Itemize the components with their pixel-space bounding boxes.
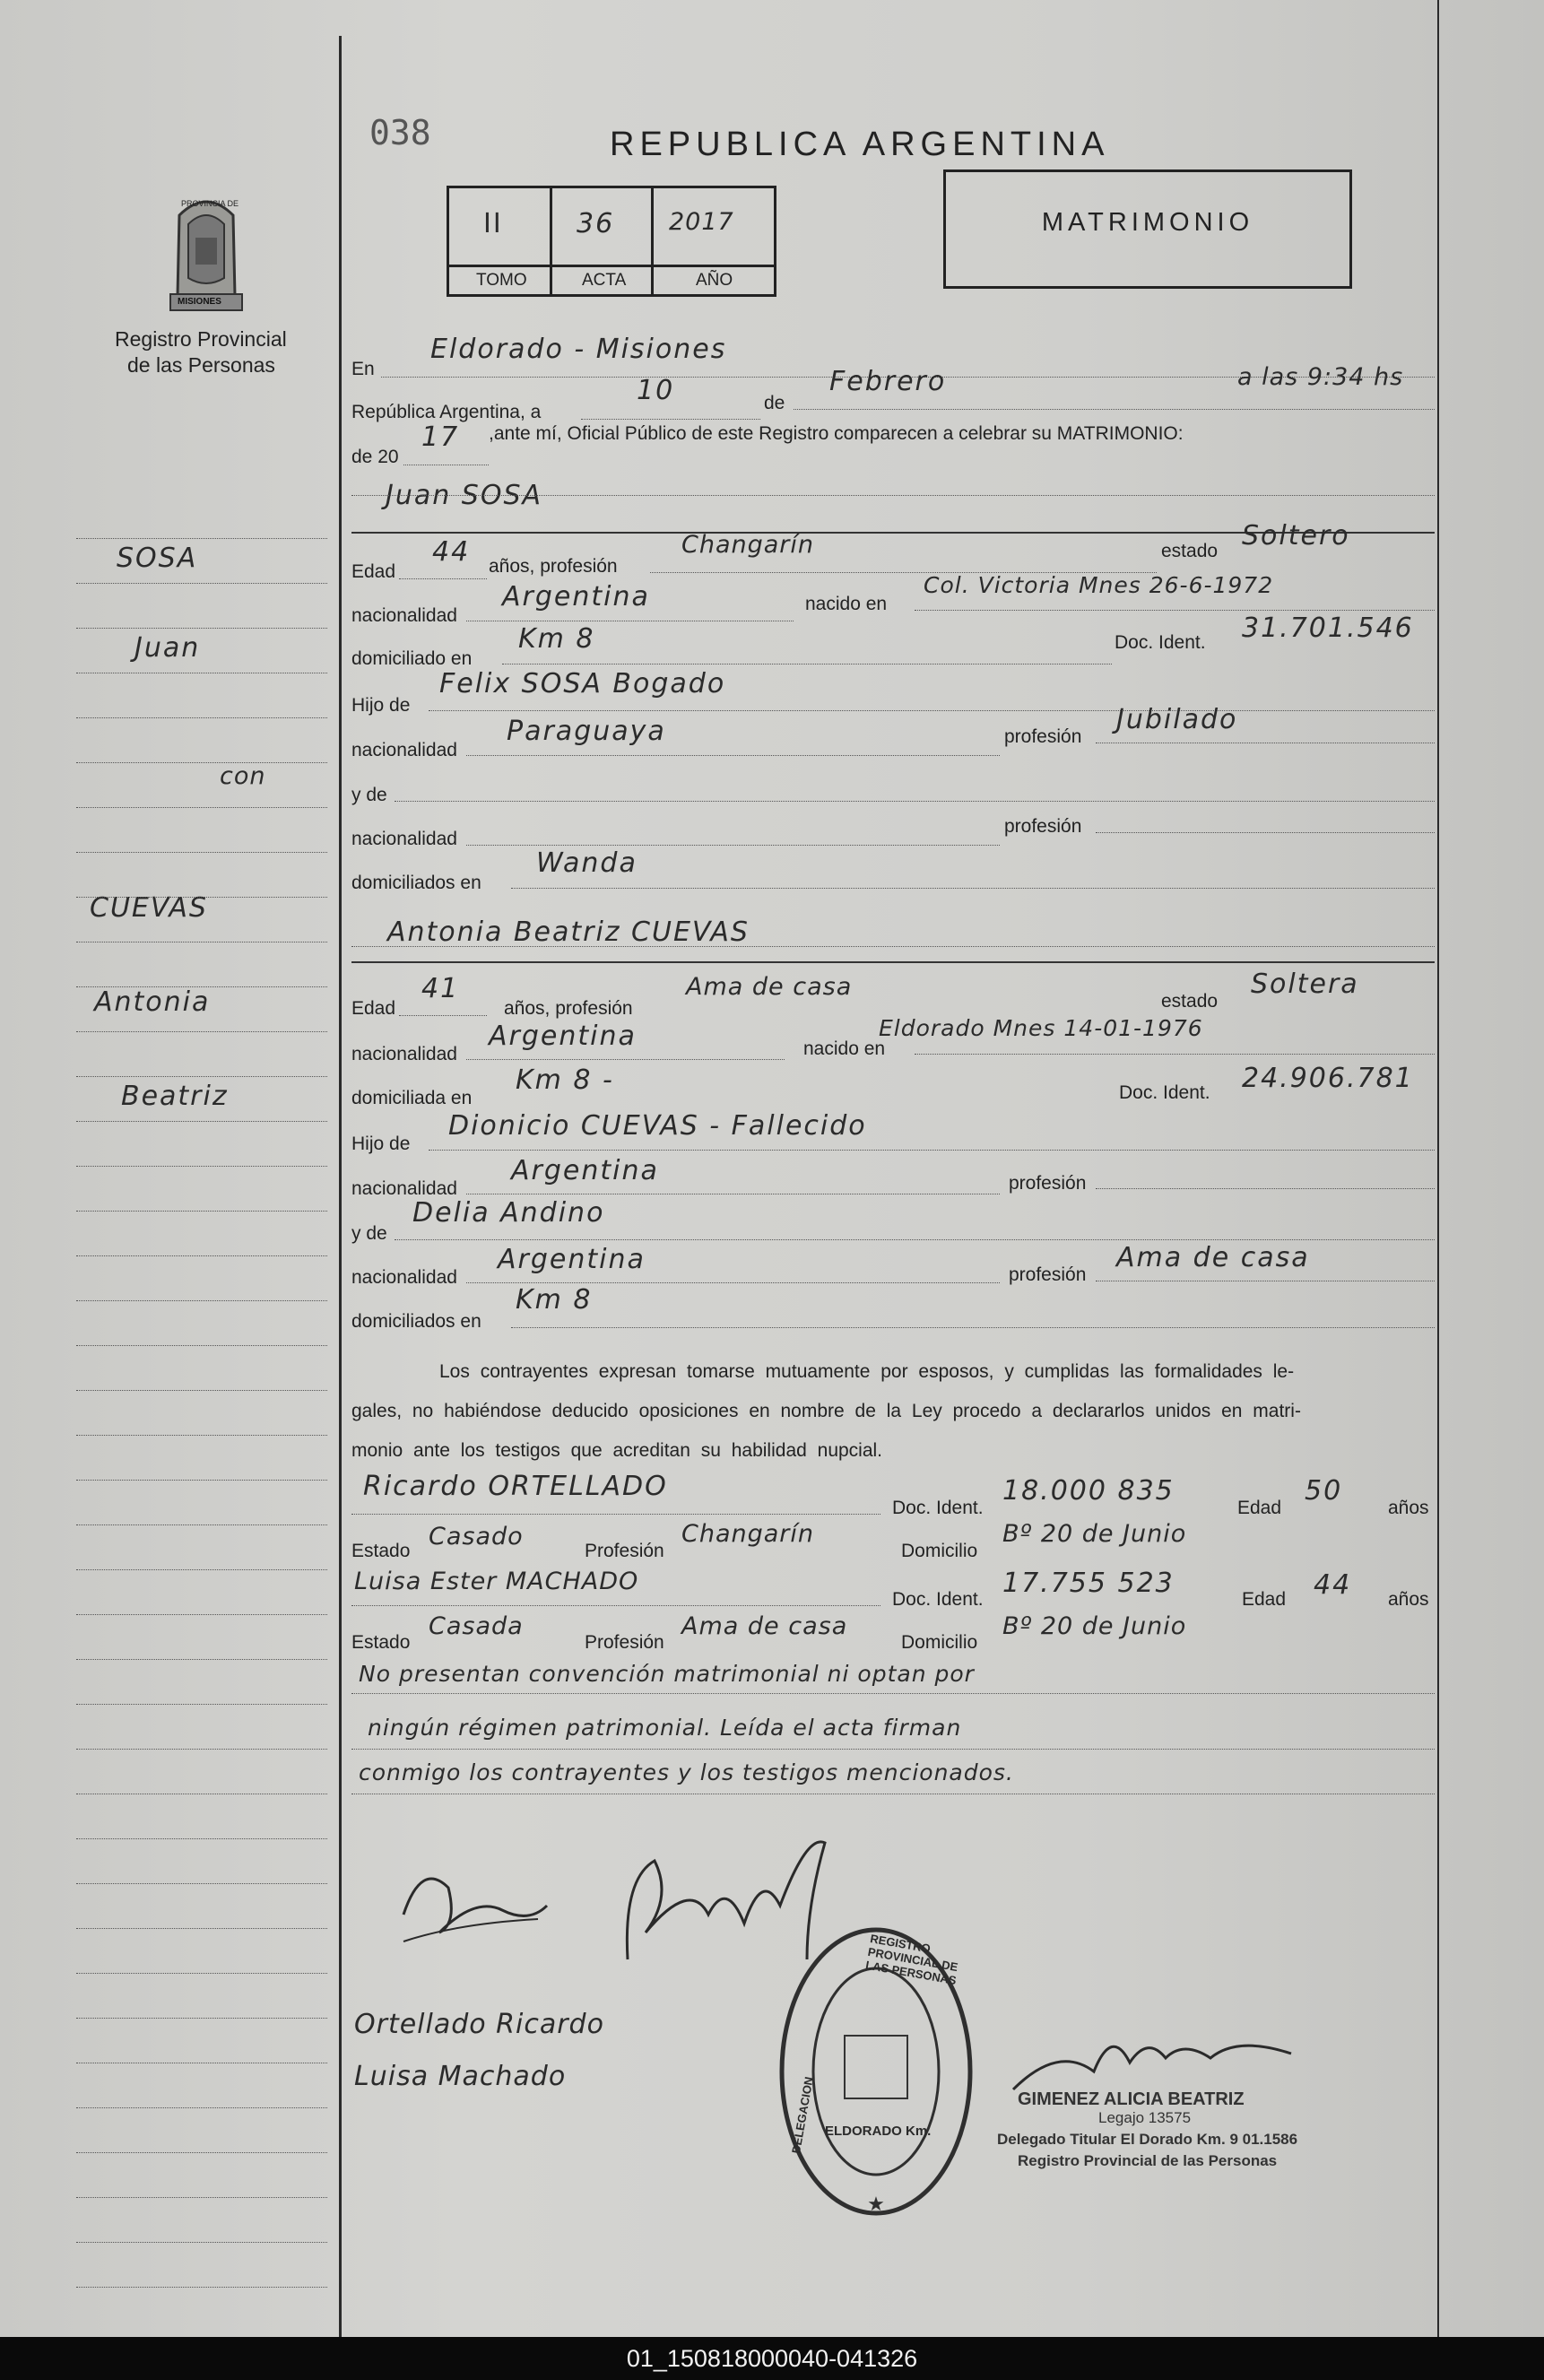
acta-value: 36 <box>577 208 615 239</box>
margin-ruled-line <box>76 2107 327 2108</box>
margin-ruled-line <box>76 1704 327 1705</box>
groom-nacido-label: nacido en <box>805 594 888 614</box>
margin-ruled-line <box>76 1255 327 1256</box>
margin-ruled-line <box>76 1300 327 1301</box>
bride-name: Antonia Beatriz CUEVAS <box>387 916 750 948</box>
margin-bride-surname: CUEVAS <box>90 892 208 924</box>
bride-anios-profesion-label: años, profesión <box>504 998 633 1019</box>
witness2-profesion-label: Profesión <box>585 1632 664 1653</box>
margin-connector: con <box>220 762 266 790</box>
margin-ruled-line <box>76 1345 327 1346</box>
margin-ruled-line <box>76 538 327 539</box>
intro-text: ,ante mí, Oficial Público de este Registro comparecen a celebrar su MATRIMONIO: <box>489 423 1184 444</box>
margin-ruled-line <box>76 2152 327 2153</box>
bride-estado-label: estado <box>1161 991 1219 1012</box>
seal-ring-left-text: DELEGACION <box>789 2075 816 2155</box>
republica-label: República Argentina, a <box>351 402 542 422</box>
witness2-age: 44 <box>1314 1569 1352 1601</box>
witness2-edad-label: Edad <box>1242 1589 1287 1610</box>
groom-birth: Col. Victoria Mnes 26-6-1972 <box>924 572 1274 598</box>
day-value: 10 <box>637 375 675 406</box>
bride-father-profesion-label: profesión <box>1009 1173 1087 1194</box>
year-label: de 20 <box>351 447 399 467</box>
document-id-footer: 01_150818000040-041326 <box>0 2337 1544 2380</box>
groom-domiciliado-label: domiciliado en <box>351 648 473 669</box>
witness1-domicile: Bº 20 de Junio <box>1002 1520 1187 1548</box>
bride-doc: 24.906.781 <box>1242 1063 1414 1094</box>
margin-ruled-line <box>76 628 327 629</box>
groom-age: 44 <box>432 536 471 568</box>
seal-ring-top-text: REGISTRO PROVINCIAL DE LAS PERSONAS <box>864 1932 959 1988</box>
record-type: MATRIMONIO <box>1041 208 1254 237</box>
margin-ruled-line <box>76 1524 327 1525</box>
margin-ruled-line <box>76 2287 327 2288</box>
place-value: Eldorado - Misiones <box>430 334 727 365</box>
witness1-profesion-label: Profesión <box>585 1541 664 1561</box>
bride-hijo-label: Hijo de <box>351 1134 411 1154</box>
bride-mother-nationality: Argentina <box>498 1244 646 1275</box>
margin-ruled-line <box>76 1166 327 1167</box>
country-title: REPUBLICA ARGENTINA <box>610 126 1110 163</box>
bride-mother-profession: Ama de casa <box>1116 1242 1310 1273</box>
groom-nationality: Argentina <box>502 581 650 612</box>
margin-ruled-line <box>76 1749 327 1750</box>
margin-ruled-line <box>76 583 327 584</box>
time-value: a las 9:34 hs <box>1237 363 1404 391</box>
groom-father-nationality: Paraguaya <box>507 716 666 747</box>
bride-domicile: Km 8 - <box>516 1064 614 1096</box>
official-title: Delegado Titular El Dorado Km. 9 01.1586 <box>997 2131 1298 2148</box>
anio-value: 2017 <box>669 208 734 236</box>
groom-domiciliados-label: domiciliados en <box>351 873 481 893</box>
groom-yde-label: y de <box>351 785 387 805</box>
declaration-line2: gales, no habiéndose deducido oposiciones en nombre de la Ley procedo a declararlos unidos en matri- <box>351 1401 1301 1421</box>
margin-ruled-line <box>76 1435 327 1436</box>
crest-bottom-text: MISIONES <box>178 297 221 307</box>
notes-line2: ningún régimen patrimonial. Leída el acta firman <box>368 1715 962 1741</box>
witness1-edad-label: Edad <box>1237 1498 1282 1518</box>
witness1-anios-label: años <box>1388 1498 1429 1518</box>
groom-father-profession: Jubilado <box>1116 704 1238 735</box>
margin-ruled-line <box>76 762 327 763</box>
groom-mother-profesion-label: profesión <box>1004 816 1082 837</box>
witness1-doc-label: Doc. Ident. <box>892 1498 984 1518</box>
bride-domiciliada-label: domiciliada en <box>351 1088 473 1108</box>
margin-ruled-line <box>76 807 327 808</box>
bride-birth: Eldorado Mnes 14-01-1976 <box>879 1015 1203 1041</box>
margin-groom-given: Juan <box>134 632 201 664</box>
declaration-line3: monio ante los testigos que acreditan su habilidad nupcial. <box>351 1440 883 1461</box>
margin-ruled-line <box>76 1076 327 1077</box>
margin-signature-1: Ortellado Ricardo <box>354 2009 604 2040</box>
record-type-box <box>943 169 1352 289</box>
bride-nacionalidad-label: nacionalidad <box>351 1044 457 1064</box>
en-label: En <box>351 359 375 379</box>
groom-anios-profesion-label: años, profesión <box>489 556 618 577</box>
bride-parents-domicile: Km 8 <box>516 1284 593 1316</box>
groom-father: Felix SOSA Bogado <box>439 668 726 699</box>
registry-name-line2: de las Personas <box>127 353 275 377</box>
de-label: de <box>764 393 785 413</box>
groom-domicile: Km 8 <box>518 623 595 655</box>
bride-nationality: Argentina <box>489 1021 637 1052</box>
margin-ruled-line <box>76 1390 327 1391</box>
groom-father-nacionalidad-label: nacionalidad <box>351 740 457 760</box>
margin-bride-given2: Beatriz <box>121 1081 229 1112</box>
bride-domiciliados-label: domiciliados en <box>351 1311 481 1332</box>
witness2-anios-label: años <box>1388 1589 1429 1610</box>
bride-nacido-label: nacido en <box>803 1038 886 1059</box>
groom-doc-label: Doc. Ident. <box>1115 632 1206 653</box>
bride-father: Dionicio CUEVAS - Fallecido <box>448 1110 867 1142</box>
groom-hijo-label: Hijo de <box>351 695 411 716</box>
groom-profession: Changarín <box>681 531 815 559</box>
notes-line3: conmigo los contrayentes y los testigos mencionados. <box>359 1759 1014 1785</box>
reference-box <box>447 186 776 297</box>
right-border-line <box>1437 0 1439 2337</box>
margin-ruled-line <box>76 1211 327 1212</box>
groom-father-profesion-label: profesión <box>1004 726 1082 747</box>
official-seal-stamp <box>773 1919 979 2224</box>
groom-name: Juan SOSA <box>386 480 543 511</box>
bride-civil-status: Soltera <box>1251 969 1359 1000</box>
margin-ruled-line <box>76 1121 327 1122</box>
witness1-estado-label: Estado <box>351 1541 411 1561</box>
seal-inner-text: ELDORADO Km. <box>825 2124 932 2139</box>
provincial-crest-icon <box>152 188 260 323</box>
witness1-doc: 18.000 835 <box>1002 1475 1175 1507</box>
margin-ruled-line <box>76 2018 327 2019</box>
margin-ruled-line <box>76 852 327 853</box>
witness2-doc-label: Doc. Ident. <box>892 1589 984 1610</box>
margin-ruled-line <box>76 897 327 898</box>
month-value: Febrero <box>829 366 947 397</box>
margin-ruled-line <box>76 1480 327 1481</box>
margin-divider-line <box>339 36 342 2337</box>
margin-ruled-line <box>76 1838 327 1839</box>
groom-mother-nacionalidad-label: nacionalidad <box>351 829 457 849</box>
groom-civil-status: Soltero <box>1242 520 1350 552</box>
groom-estado-label: estado <box>1161 541 1219 561</box>
official-legajo: Legajo 13575 <box>1098 2109 1192 2126</box>
tomo-label: TOMO <box>476 271 527 290</box>
bride-mother-profesion-label: profesión <box>1009 1264 1087 1285</box>
groom-nacionalidad-label: nacionalidad <box>351 605 457 626</box>
registry-name-line1: Registro Provincial <box>115 327 287 351</box>
notes-line1: No presentan convención matrimonial ni optan por <box>359 1661 975 1687</box>
witness2-profession: Ama de casa <box>681 1612 848 1640</box>
tomo-value: II <box>483 208 503 239</box>
witness2-estado: Casada <box>429 1612 524 1640</box>
margin-ruled-line <box>76 717 327 718</box>
witness2-name: Luisa Ester MACHADO <box>354 1568 639 1595</box>
bride-mother-nacionalidad-label: nacionalidad <box>351 1267 457 1288</box>
margin-ruled-line <box>76 986 327 987</box>
bride-father-nationality: Argentina <box>511 1155 659 1186</box>
bride-doc-label: Doc. Ident. <box>1119 1082 1210 1103</box>
margin-ruled-line <box>76 1659 327 1660</box>
page-number: 038 <box>369 113 431 152</box>
margin-ruled-line <box>76 2242 327 2243</box>
bride-mother: Delia Andino <box>412 1197 605 1229</box>
witness2-domicilio-label: Domicilio <box>901 1632 978 1653</box>
bride-profession: Ama de casa <box>686 973 853 1001</box>
margin-ruled-line <box>76 1569 327 1570</box>
margin-ruled-line <box>76 2197 327 2198</box>
witness1-estado: Casado <box>429 1523 524 1550</box>
groom-edad-label: Edad <box>351 561 396 582</box>
bride-edad-label: Edad <box>351 998 396 1019</box>
margin-ruled-line <box>76 1928 327 1929</box>
bride-father-nacionalidad-label: nacionalidad <box>351 1178 457 1199</box>
bride-yde-label: y de <box>351 1223 387 1244</box>
margin-ruled-line <box>76 1973 327 1974</box>
groom-doc: 31.701.546 <box>1242 612 1414 644</box>
declaration-line1: Los contrayentes expresan tomarse mutuamente por esposos, y cumplidas las formalidades le- <box>439 1361 1295 1382</box>
witness2-doc: 17.755 523 <box>1002 1568 1175 1599</box>
svg-text:★: ★ <box>867 2193 885 2215</box>
margin-ruled-line <box>76 1614 327 1615</box>
witness1-profession: Changarín <box>681 1520 815 1548</box>
groom-parents-domicile: Wanda <box>536 847 638 879</box>
witness2-domicile: Bº 20 de Junio <box>1002 1612 1187 1640</box>
official-name: GIMENEZ ALICIA BEATRIZ <box>1018 2089 1245 2109</box>
bride-age: 41 <box>421 973 460 1004</box>
witness1-domicilio-label: Domicilio <box>901 1541 978 1561</box>
anio-label: AÑO <box>696 271 733 290</box>
official-institution: Registro Provincial de las Personas <box>1018 2152 1278 2169</box>
witness2-estado-label: Estado <box>351 1632 411 1653</box>
year-suffix: 17 <box>421 421 460 453</box>
margin-signature-2: Luisa Machado <box>354 2061 567 2092</box>
margin-groom-surname: SOSA <box>117 543 198 574</box>
acta-label: ACTA <box>582 271 627 290</box>
margin-bride-given1: Antonia <box>94 986 211 1018</box>
margin-ruled-line <box>76 1883 327 1884</box>
margin-ruled-line <box>76 1031 327 1032</box>
witness1-age: 50 <box>1305 1475 1343 1507</box>
crest-top-text: PROVINCIA DE <box>181 199 239 208</box>
witness1-name: Ricardo ORTELLADO <box>363 1471 668 1502</box>
